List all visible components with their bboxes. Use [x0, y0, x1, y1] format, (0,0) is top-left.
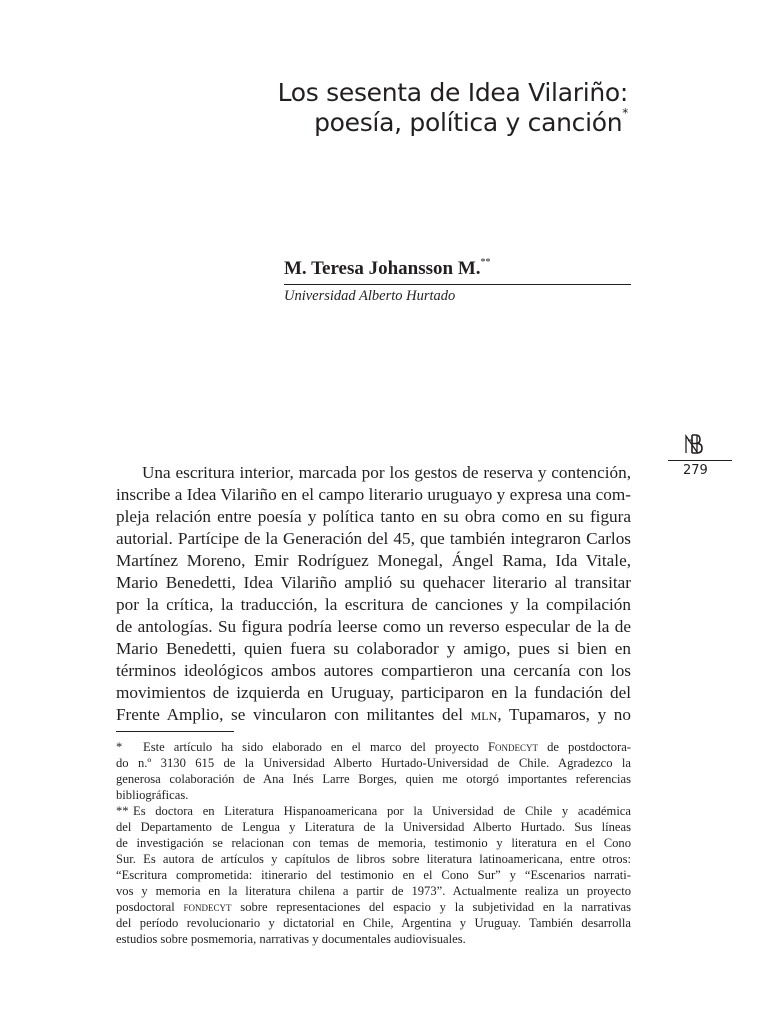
acronym-mln: mln — [470, 705, 498, 724]
body-text-segment: Frente Amplio, se vincularon con militantes del — [116, 705, 463, 724]
page-number-rule — [668, 460, 732, 461]
body-line — [116, 704, 631, 726]
footnote-divider — [116, 731, 234, 732]
footnote-mark: * — [116, 740, 123, 754]
body-line: inscribe a Idea Vilariño en el campo literario uruguayo y expresa una com- — [116, 485, 631, 504]
footnote-mark: ** — [116, 804, 129, 818]
footnote-text-segment: Este artículo ha sido elaborado en el marco del proyecto — [143, 740, 479, 754]
title-footnote-mark: * — [622, 106, 628, 120]
author-name — [284, 257, 491, 281]
body-line: pleja relación entre poesía y política tanto en su obra como en su figura — [116, 507, 631, 526]
body-line: autorial. Partícipe de la Generación del 45, que también integraron Carlos — [116, 529, 631, 548]
title-line-2 — [278, 108, 628, 138]
body-line: Mario Benedetti, quien fuera su colaborador y amigo, pues si bien en — [116, 639, 631, 658]
body-line: por la crítica, la traducción, la escritura de canciones y la compilación — [116, 595, 631, 614]
body-text-segment: , Tupamaros, y no — [497, 705, 631, 724]
footnote-1-line: generosa colaboración de Ana Inés Larre Borges, quien me otorgó importantes referencias — [116, 772, 631, 786]
footnote-2-line — [116, 899, 631, 915]
footnotes — [116, 739, 631, 947]
body-line: de antologías. Su figura podría leerse como un reverso especular de la de — [116, 617, 631, 636]
footnote-text-segment: de postdoctora- — [538, 740, 631, 754]
footnote-2-line: del Departamento de Lengua y Literatura de la Universidad Alberto Hurtado. Sus líneas — [116, 820, 631, 834]
body-paragraph — [116, 462, 631, 726]
acronym-fondecyt: fondecyt — [183, 900, 232, 914]
footnote-2-line: Sur. Es autora de artículos y capítulos de libros sobre literatura latinoamericana, entre otros: — [116, 852, 631, 866]
title-line-2-text: poesía, política y canción — [314, 108, 623, 137]
footnote-2-line: estudios sobre posmemoria, narrativas y documentales audiovisuales. — [116, 932, 466, 946]
footnote-2-line: vos y memoria en la literatura chilena a partir de 1973”. Actualmente realiza un proyecto — [116, 884, 631, 898]
author-name-text: M. Teresa Johansson M. — [284, 258, 481, 279]
footnote-2-line: de investigación se relacionan con temas de memoria, testimonio y literatura en el Cono — [116, 836, 631, 850]
footnote-1-line: do n.º 3130 615 de la Universidad Alberto Hurtado-Universidad de Chile. Agradezco la — [116, 756, 631, 770]
footnote-text-segment: posdoctoral — [116, 900, 175, 914]
acronym-fondecyt: Fondecyt — [488, 740, 539, 754]
footnote-text-segment: sobre representaciones del espacio y la subjetividad en la narrativas — [231, 900, 631, 914]
footnote-2-line: “Escritura comprometida: itinerario del testimonio en el Cono Sur” y “Escenarios narrati- — [116, 868, 631, 882]
body-line: términos ideológicos ambos autores compartieron una cercanía con los — [116, 661, 631, 680]
footnote-2-line — [116, 803, 631, 819]
footnote-1-line — [116, 739, 631, 755]
footnote-text-segment: Es doctora en Literatura Hispanoamericana por la Universidad de Chile y académica — [133, 804, 631, 818]
author-footnote-mark: ** — [480, 257, 491, 268]
journal-monogram-icon — [683, 432, 709, 456]
page-number: 279 — [683, 463, 708, 478]
author-divider — [284, 284, 631, 285]
title-line-1: Los sesenta de Idea Vilariño: — [277, 78, 628, 107]
body-line: Martínez Moreno, Emir Rodríguez Monegal, Ángel Rama, Ida Vitale, — [116, 551, 631, 570]
body-line: movimientos de izquierda en Uruguay, participaron en la fundación del — [116, 683, 631, 702]
body-line: Una escritura interior, marcada por los gestos de reserva y contención, — [142, 463, 631, 482]
article-title — [278, 78, 628, 138]
footnote-2-line: del período revolucionario y dictatorial en Chile, Argentina y Uruguay. También desarrolla — [116, 916, 631, 930]
author-affiliation: Universidad Alberto Hurtado — [284, 288, 456, 304]
footnote-1-line: bibliográficas. — [116, 788, 189, 802]
body-line: Mario Benedetti, Idea Vilariño amplió su quehacer literario al transitar — [116, 573, 631, 592]
